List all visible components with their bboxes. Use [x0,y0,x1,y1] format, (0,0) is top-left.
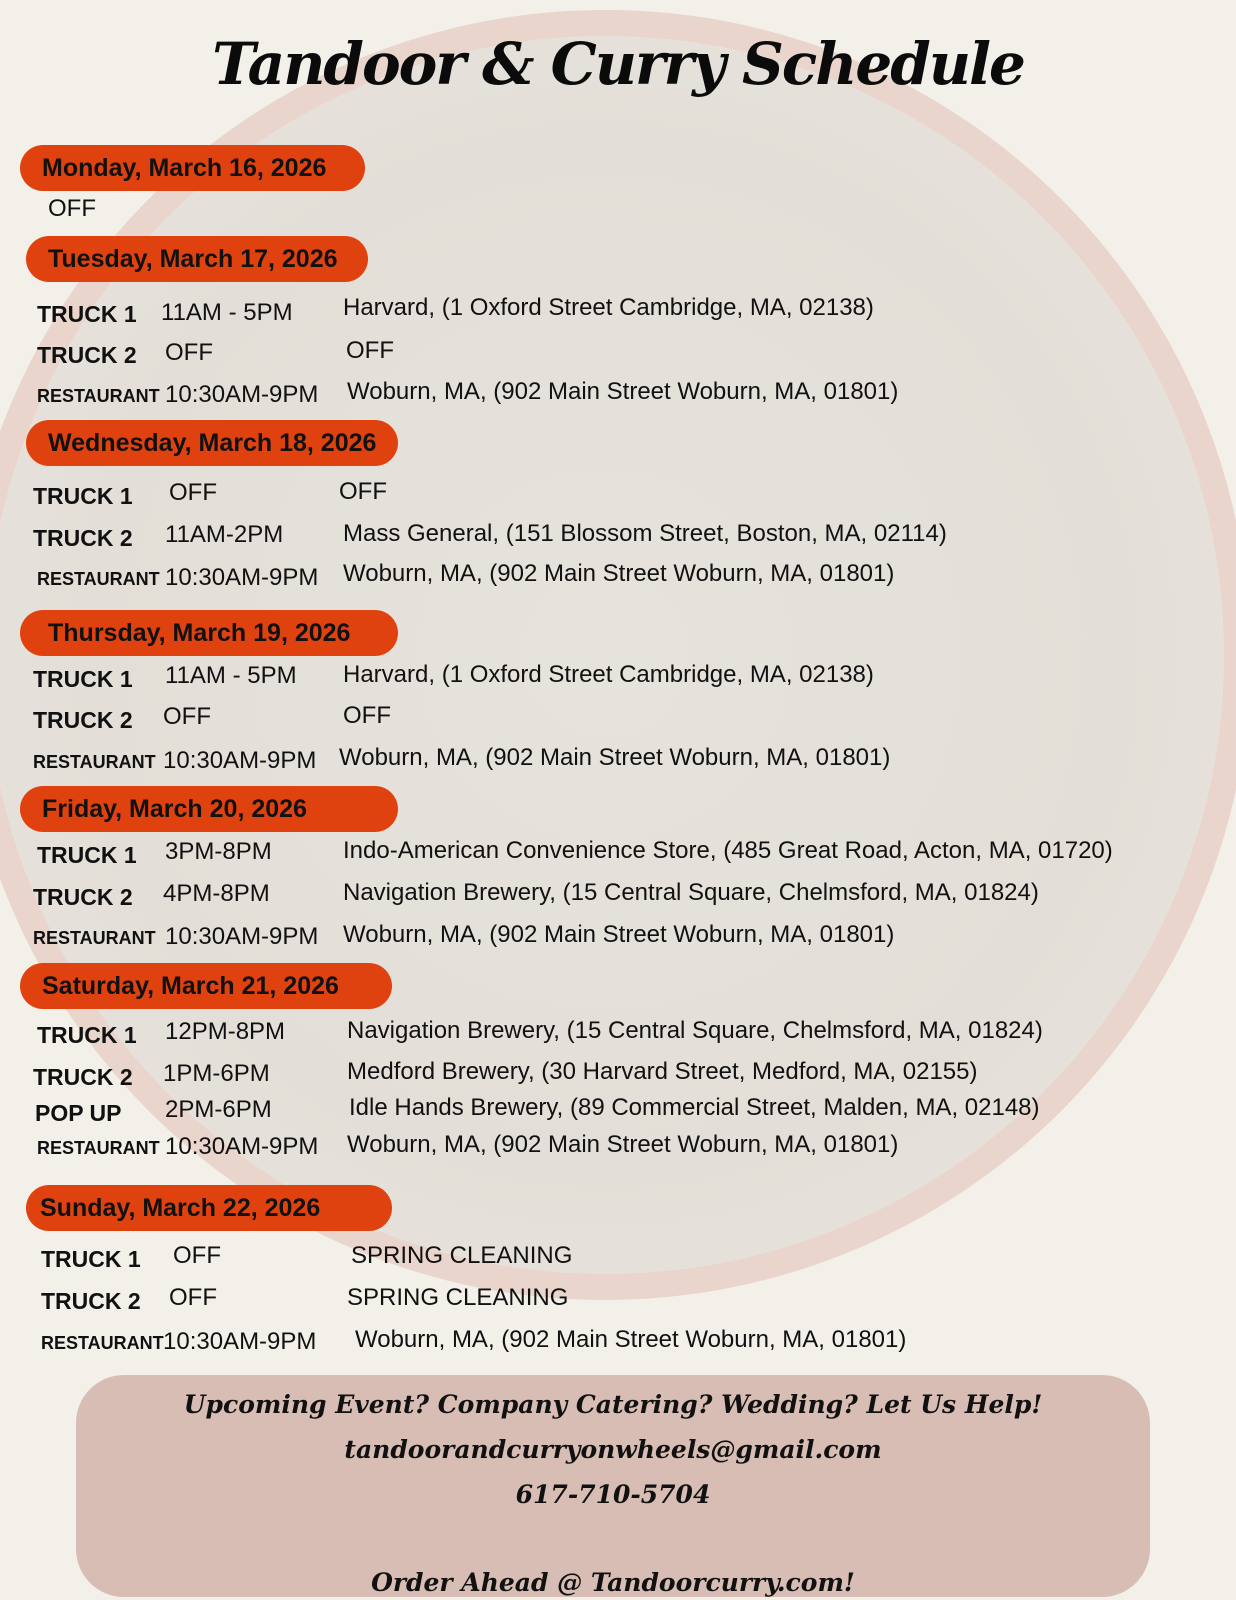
row-label: TRUCK 2 [33,1064,133,1090]
row-label: RESTAURANT [33,752,156,772]
row-time: 2PM-6PM [165,1096,272,1123]
row-location: Medford Brewery, (30 Harvard Street, Medford, MA, 02155) [347,1058,978,1085]
footer-email: tandoorandcurryonwheels@gmail.com [344,1435,882,1464]
row-time: 10:30AM-9PM [165,381,319,408]
row-label: TRUCK 1 [41,1246,141,1272]
row-time: OFF [173,1242,221,1269]
row-time: 11AM - 5PM [161,299,293,326]
footer-order-ahead: Order Ahead @ Tandoorcurry.com! [371,1568,855,1597]
row-location: OFF [343,702,391,729]
day-heading-monday: Monday, March 16, 2026 [20,145,365,191]
row-time: 11AM-2PM [165,521,284,548]
row-location: OFF [339,478,387,505]
row-label: RESTAURANT [41,1333,164,1353]
row-location: Woburn, MA, (902 Main Street Woburn, MA, 01801) [347,1131,899,1158]
row-time: 10:30AM-9PM [165,564,319,591]
row-label: RESTAURANT [37,1138,160,1158]
day-heading-friday: Friday, March 20, 2026 [20,786,398,832]
footer-catering-text: Upcoming Event? Company Catering? Wedding? Let Us Help! [183,1390,1043,1419]
row-label: TRUCK 2 [33,707,133,733]
row-location: Woburn, MA, (902 Main Street Woburn, MA, 01801) [343,560,895,587]
row-location: Mass General, (151 Blossom Street, Boston, MA, 02114) [343,520,947,547]
row-time: 1PM-6PM [163,1060,270,1087]
row-location: SPRING CLEANING [347,1284,569,1311]
page-title: Tandoor & Curry Schedule [212,30,1024,98]
footer-phone: 617-710-5704 [515,1480,711,1509]
row-location: Navigation Brewery, (15 Central Square, Chelmsford, MA, 01824) [347,1017,1043,1044]
row-label: TRUCK 2 [33,884,133,910]
row-label: RESTAURANT [37,386,160,406]
row-time: 12PM-8PM [165,1018,286,1045]
row-time: 4PM-8PM [163,880,270,907]
row-label: TRUCK 2 [37,342,137,368]
row-label: TRUCK 2 [41,1288,141,1314]
row-location: Woburn, MA, (902 Main Street Woburn, MA, 01801) [339,744,891,771]
row-location: Indo-American Convenience Store, (485 Great Road, Acton, MA, 01720) [343,837,1113,864]
day-heading-tuesday: Tuesday, March 17, 2026 [26,236,368,282]
row-location: Woburn, MA, (902 Main Street Woburn, MA, 01801) [347,378,899,405]
row-label: RESTAURANT [33,928,156,948]
row-location: OFF [346,337,394,364]
row-location: Harvard, (1 Oxford Street Cambridge, MA, 02138) [343,661,874,688]
row-label: POP UP [35,1100,122,1126]
row-location: Harvard, (1 Oxford Street Cambridge, MA, 02138) [343,294,874,321]
row-label: TRUCK 1 [37,1022,137,1048]
row-location: Woburn, MA, (902 Main Street Woburn, MA, 01801) [343,921,895,948]
row-location: Woburn, MA, (902 Main Street Woburn, MA, 01801) [355,1326,907,1353]
day-heading-wednesday: Wednesday, March 18, 2026 [26,420,398,466]
row-time: OFF [165,339,213,366]
day-note-monday: OFF [48,195,96,222]
row-time: 3PM-8PM [165,838,272,865]
day-heading-thursday: Thursday, March 19, 2026 [20,610,398,656]
row-label: TRUCK 1 [33,483,133,509]
row-time: 10:30AM-9PM [163,1328,317,1355]
row-time: 10:30AM-9PM [165,1133,319,1160]
row-label: TRUCK 1 [37,842,137,868]
day-heading-sunday: Sunday, March 22, 2026 [26,1185,392,1231]
row-time: OFF [169,1284,217,1311]
row-time: OFF [163,703,211,730]
row-label: TRUCK 1 [33,666,133,692]
row-location: Idle Hands Brewery, (89 Commercial Street, Malden, MA, 02148) [349,1094,1040,1121]
row-location: Navigation Brewery, (15 Central Square, Chelmsford, MA, 01824) [343,879,1039,906]
row-time: 10:30AM-9PM [165,923,319,950]
row-time: 11AM - 5PM [165,662,297,689]
row-label: TRUCK 1 [37,301,137,327]
row-label: TRUCK 2 [33,525,133,551]
row-label: RESTAURANT [37,569,160,589]
day-heading-saturday: Saturday, March 21, 2026 [20,963,392,1009]
catering-footer-box [76,1375,1150,1597]
row-time: 10:30AM-9PM [163,747,317,774]
row-location: SPRING CLEANING [351,1242,573,1269]
row-time: OFF [169,479,217,506]
